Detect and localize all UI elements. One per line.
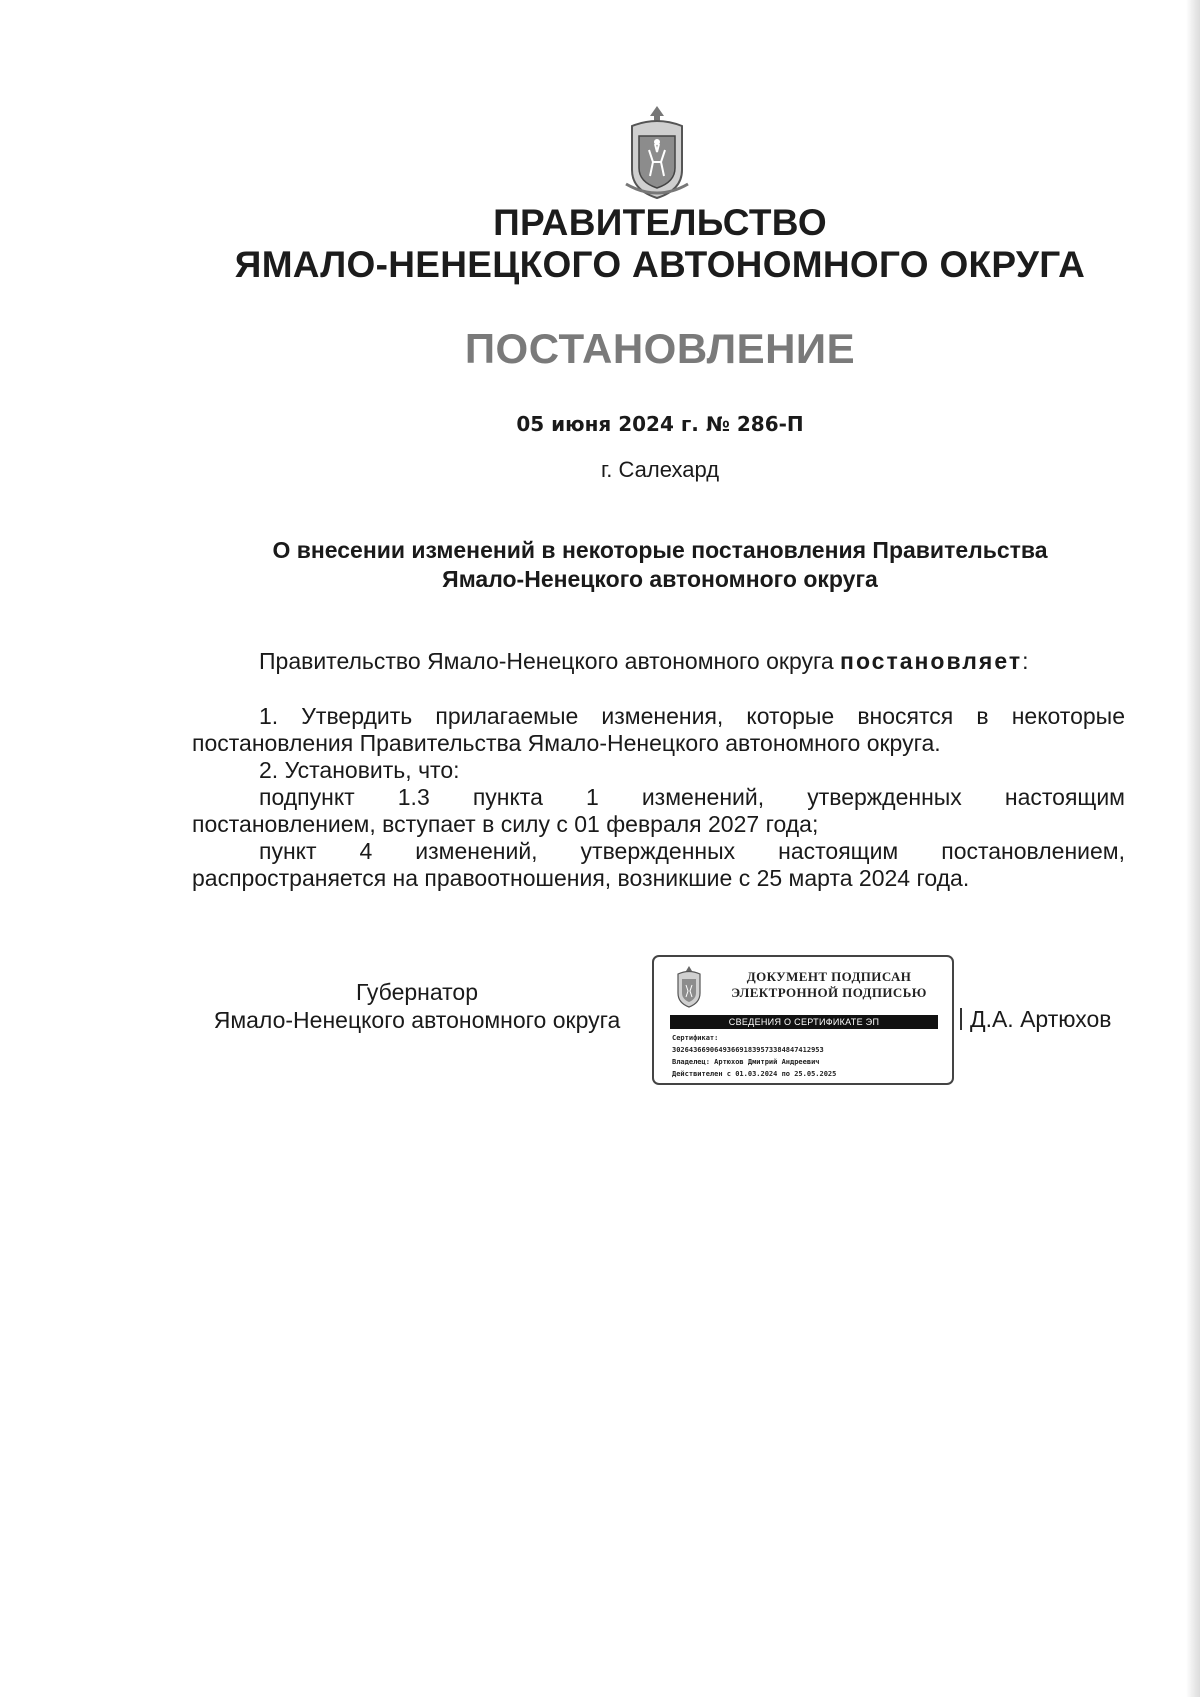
- subject-line1: О внесении изменений в некоторые постановления Правительства: [272, 537, 1048, 563]
- document-city: г. Салехард: [600, 457, 720, 482]
- item-2: 2. Установить, что:: [259, 757, 460, 783]
- item-2b-line2: распространяется на правоотношения, возникшие с 25 марта 2024 года.: [192, 865, 970, 891]
- stamp-certificate-bar: СВЕДЕНИЯ О СЕРТИФИКАТЕ ЭП: [670, 1015, 938, 1029]
- item-2a-line2: постановлением, вступает в силу с 01 февраля 2027 года;: [192, 811, 819, 837]
- yanao-coat-of-arms-icon: [622, 104, 692, 202]
- stamp-divider: [960, 1008, 962, 1030]
- government-title-line2: ЯМАЛО-НЕНЕЦКОГО АВТОНОМНОГО ОКРУГА: [234, 244, 1086, 285]
- stamp-validity: Действителен с 01.03.2024 по 25.05.2025: [672, 1070, 837, 1078]
- government-title-line1: ПРАВИТЕЛЬСТВО: [493, 202, 827, 243]
- signatory-name: Д.А. Артюхов: [970, 1006, 1112, 1032]
- stamp-title: [709, 969, 949, 1001]
- lead-paragraph: [192, 648, 1125, 675]
- position-line2: Ямало-Ненецкого автономного округа: [213, 1007, 621, 1033]
- lead-end: :: [1022, 648, 1029, 674]
- decree-items: [192, 703, 1125, 892]
- stamp-title-line2: ЭЛЕКТРОННОЙ ПОДПИСЬЮ: [731, 985, 927, 1000]
- lead-text: Правительство Ямало-Ненецкого автономного округа: [259, 648, 841, 674]
- stamp-cert-number: 302643669064936691839573384847412953: [672, 1046, 824, 1054]
- position-line1: Губернатор: [355, 979, 479, 1005]
- electronic-signature-stamp: [652, 955, 954, 1085]
- document-subject: [0, 536, 1200, 594]
- stamp-certificate-info: [672, 1032, 947, 1080]
- document-date-number: 05 июня 2024 г. № 286-П: [516, 412, 804, 436]
- lead-bold-verb: постановляет: [840, 648, 1023, 674]
- item-2b-line1: пункт 4 изменений, утвержденных настоящим постановлением,: [259, 838, 1125, 864]
- subject-line2: Ямало-Ненецкого автономного округа: [442, 566, 878, 592]
- stamp-owner: Владелец: Артюхов Дмитрий Андреевич: [672, 1058, 820, 1066]
- item-1: 1. Утвердить прилагаемые изменения, которые вносятся в некоторые постановления Правительства Ямало-Ненецкого автономного округа.: [192, 703, 1125, 756]
- stamp-title-line1: ДОКУМЕНТ ПОДПИСАН: [746, 969, 912, 984]
- item-2a-line1: подпункт 1.3 пункта 1 изменений, утвержденных настоящим: [259, 784, 1125, 810]
- yanao-coat-of-arms-small-icon: [674, 965, 704, 1009]
- signatory-position: [192, 978, 642, 1034]
- stamp-cert-label: Сертификат:: [672, 1034, 719, 1042]
- document-type-heading: ПОСТАНОВЛЕНИЕ: [464, 325, 856, 372]
